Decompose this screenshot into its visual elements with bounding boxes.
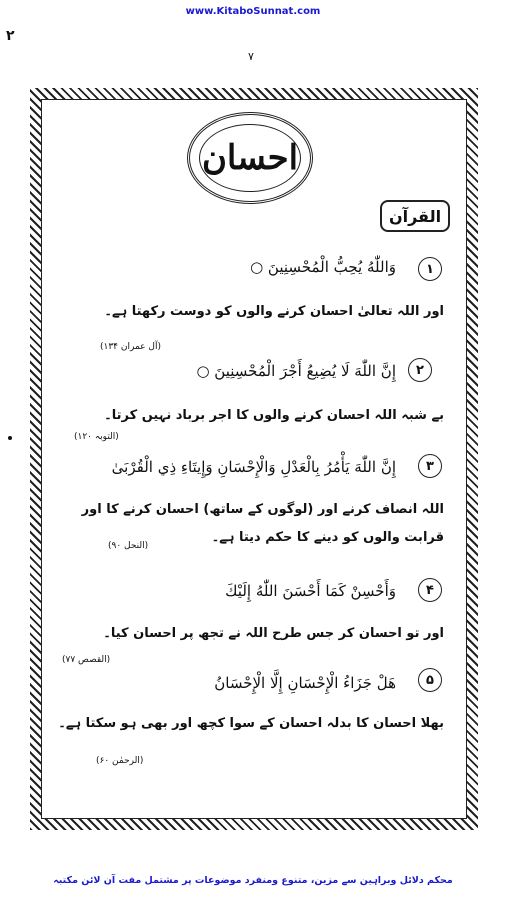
verse-reference: (النحل ۹۰) xyxy=(108,541,149,551)
verse-reference: (التوبہ ۱۲۰) xyxy=(74,432,119,442)
urdu-translation-continued: قرابت والوں کو دینے کا حکم دیتا ہے۔ xyxy=(211,530,444,545)
title-oval xyxy=(187,112,313,204)
entry-number: ۲ xyxy=(408,358,432,382)
entry-number: ۳ xyxy=(418,454,442,478)
entry-number: ۵ xyxy=(418,668,442,692)
urdu-translation: اللہ انصاف کرنے اور (لوگوں کے ساتھ) احسان کرنے کا اور xyxy=(81,502,444,517)
page-title: احسان xyxy=(201,138,299,178)
arabic-verse: إِنَّ اللّٰهَ يَأْمُرُ بِالْعَدْلِ وَالْإِحْسَانِ وَإِيتَاءِ ذِي الْقُرْبَىٰ xyxy=(111,458,396,476)
arabic-verse: إِنَّ اللّٰهَ لَا يُضِيعُ أَجْرَ الْمُحْسِنِينَ ○ xyxy=(196,362,396,380)
urdu-translation: بے شبہ اللہ احسان کرنے والوں کا اجر برباد نہیں کرتا۔ xyxy=(104,408,444,423)
title-oval-inner xyxy=(199,124,301,192)
urdu-translation: اور اللہ تعالیٰ احسان کرنے والوں کو دوست رکھتا ہے۔ xyxy=(104,304,444,319)
verse-reference: (القصص ۷۷) xyxy=(62,655,111,665)
arabic-verse: وَأَحْسِنْ كَمَا أَحْسَنَ اللّٰهُ إِلَيْكَ xyxy=(225,582,396,600)
quran-badge: القرآن xyxy=(380,200,450,232)
verse-reference: (الرحمٰن ۶۰) xyxy=(96,756,144,766)
verse-reference: (آل عمران ۱۳۴) xyxy=(100,342,161,352)
top-url[interactable]: www.KitaboSunnat.com xyxy=(185,6,321,17)
side-mark: ۲ xyxy=(6,28,15,44)
urdu-translation: بھلا احسان کا بدلہ احسان کے سوا کچھ اور بھی ہو سکتا ہے۔ xyxy=(58,716,444,731)
arabic-verse: وَاللّٰهُ يُحِبُّ الْمُحْسِنِينَ ○ xyxy=(250,258,396,276)
footer-text: محکم دلائل وبراہین سے مزین، متنوع ومنفرد موضوعات پر مشتمل مفت آن لائن مکتبہ xyxy=(53,875,453,886)
entry-number: ۱ xyxy=(418,257,442,281)
arabic-verse: هَلْ جَزَاءُ الْإِحْسَانِ إِلَّا الْإِحْسَانُ xyxy=(214,674,396,692)
page-number: ۷ xyxy=(248,50,254,63)
urdu-translation: اور تو احسان کر جس طرح اللہ نے تجھ پر احسان کیا۔ xyxy=(103,626,444,641)
dot-mark xyxy=(8,436,12,440)
entry-number: ۴ xyxy=(418,578,442,602)
